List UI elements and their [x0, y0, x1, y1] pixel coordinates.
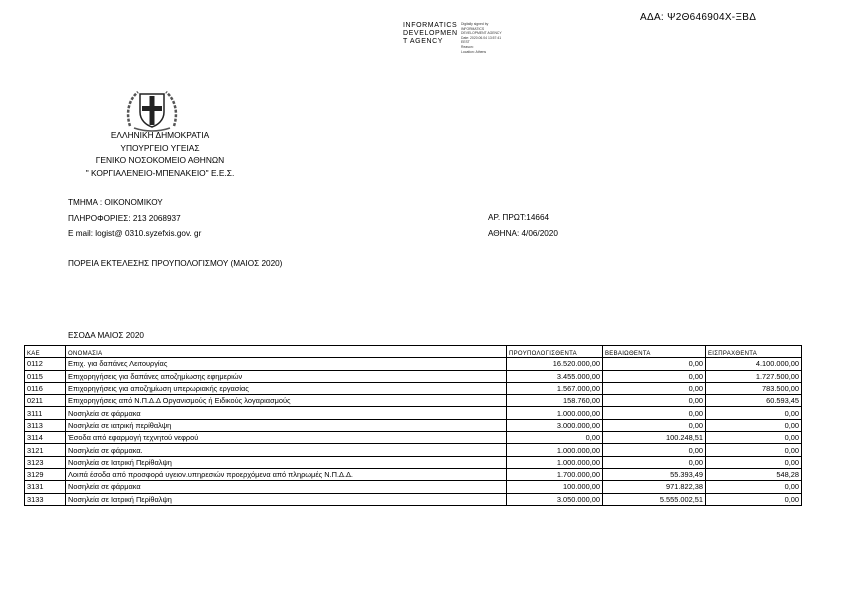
table-row — [25, 407, 802, 419]
cell-kae: 0211 — [25, 395, 66, 407]
cell-confirmed: 100.248,51 — [603, 432, 706, 444]
table-row — [25, 358, 802, 370]
cell-budgeted: 1.000.000,00 — [507, 456, 603, 468]
header-name: ΟΝΟΜΑΣΙΑ — [66, 346, 507, 358]
signature-details — [461, 22, 502, 54]
table-row — [25, 456, 802, 468]
cell-confirmed: 0,00 — [603, 358, 706, 370]
cell-name: Νοσηλεία σε ιατρική περίθαλψη — [66, 419, 507, 431]
cell-collected: 0,00 — [706, 407, 802, 419]
table-row — [25, 432, 802, 444]
cell-collected: 1.727.500,00 — [706, 370, 802, 382]
cell-name: Επιχ. για δαπάνες Λειτουργίας — [66, 358, 507, 370]
cell-name: Νοσηλεία σε Ιατρική Περίθαλψη — [66, 456, 507, 468]
header-collected: ΕΙΣΠΡΑΧΘΕΝΤΑ — [706, 346, 802, 358]
cell-kae: 3123 — [25, 456, 66, 468]
cell-collected: 0,00 — [706, 444, 802, 456]
cell-budgeted: 1.000.000,00 — [507, 407, 603, 419]
cell-kae: 0116 — [25, 382, 66, 394]
cell-collected: 783.500,00 — [706, 382, 802, 394]
cell-collected: 0,00 — [706, 456, 802, 468]
header-line: ΕΛΛΗΝΙΚΗ ΔΗΜΟΚΡΑΤΙΑ — [110, 130, 210, 140]
cell-confirmed: 0,00 — [603, 456, 706, 468]
signature-detail-line: Location: Athens — [461, 49, 487, 54]
table-row — [25, 444, 802, 456]
cell-kae: 3133 — [25, 493, 66, 505]
revenue-table — [24, 345, 802, 506]
header-line: ΥΠΟΥΡΓΕΙΟ ΥΓΕΙΑΣ — [120, 142, 200, 153]
cell-confirmed: 55.393,49 — [603, 468, 706, 480]
watermark-line: T AGENCY — [403, 38, 444, 45]
table-row — [25, 493, 802, 505]
cell-collected: 4.100.000,00 — [706, 358, 802, 370]
table-row — [25, 382, 802, 394]
header-budgeted: ΠΡΟΥΠΟΛΟΓΙΣΘΕΝΤΑ — [507, 346, 603, 358]
cell-name: Επιχορηγήσεις για αποζημίωση υπερωριακής εργασίας — [66, 382, 507, 394]
cell-confirmed: 0,00 — [603, 444, 706, 456]
cell-kae: 3129 — [25, 468, 66, 480]
header-line: ΓΕΝΙΚΟ ΝΟΣΟΚΟΜΕΙΟ ΑΘΗΝΩΝ — [95, 155, 225, 165]
table-row — [25, 419, 802, 431]
header-confirmed: ΒΕΒΑΙΩΘΕΝΤΑ — [603, 346, 706, 358]
cell-confirmed: 0,00 — [603, 407, 706, 419]
cell-collected: 60.593,45 — [706, 395, 802, 407]
cell-collected: 0,00 — [706, 419, 802, 431]
phone-line: ΠΛΗΡΟΦΟΡΙΕΣ: 213 2068937 — [68, 213, 181, 223]
cell-confirmed: 5.555.002,51 — [603, 493, 706, 505]
cell-kae: 3131 — [25, 481, 66, 493]
cell-budgeted: 1.700.000,00 — [507, 468, 603, 480]
cell-budgeted: 100.000,00 — [507, 481, 603, 493]
cell-kae: 3113 — [25, 419, 66, 431]
protocol-number: ΑΡ. ΠΡΩΤ:14664 — [488, 213, 550, 222]
table-row — [25, 468, 802, 480]
cell-budgeted: 3.050.000,00 — [507, 493, 603, 505]
cell-name: Έσοδα από εφαρμογή τεχνητού νεφρού — [66, 432, 507, 444]
signature-detail-line: DEVELOPMENT AGENCY — [461, 31, 502, 36]
cell-budgeted: 0,00 — [507, 432, 603, 444]
protocol-info — [488, 210, 558, 241]
ada-code: ΑΔΑ: Ψ2Θ646904Χ-ΞΒΔ — [640, 12, 757, 23]
department-info — [68, 195, 201, 242]
cell-collected: 0,00 — [706, 432, 802, 444]
cell-kae: 0115 — [25, 370, 66, 382]
signature-detail-line: Digitally signed by — [461, 22, 489, 26]
cell-confirmed: 0,00 — [603, 370, 706, 382]
cell-name: Νοσηλεία σε φάρμακα. — [66, 444, 507, 456]
cell-collected: 0,00 — [706, 481, 802, 493]
table-row — [25, 395, 802, 407]
signature-detail-line: Date: 2020.06.04 13:57:41 — [461, 35, 502, 40]
cell-budgeted: 3.000.000,00 — [507, 419, 603, 431]
table-title: ΕΣΟΔΑ ΜΑΙΟΣ 2020 — [68, 331, 144, 340]
cell-budgeted: 3.455.000,00 — [507, 370, 603, 382]
cell-kae: 0112 — [25, 358, 66, 370]
email-line: E mail: logist@ 0310.syzefxis.gov. gr — [68, 229, 202, 238]
table-row — [25, 481, 802, 493]
signature-detail-line: Reason: — [461, 44, 474, 49]
signature-watermark — [403, 22, 458, 46]
cell-confirmed: 0,00 — [603, 395, 706, 407]
header-line: " ΚΟΡΓΙΑΛΕΝΕΙΟ-ΜΠΕΝΑΚΕΙΟ" Ε.Ε.Σ. — [85, 167, 235, 178]
cell-kae: 3114 — [25, 432, 66, 444]
signature-detail-line: INFORMATICS — [461, 26, 485, 31]
table-header-row — [25, 346, 802, 358]
cell-kae: 3111 — [25, 407, 66, 419]
table-row — [25, 370, 802, 382]
document-title: ΠΟΡΕΙΑ ΕΚΤΕΛΕΣΗΣ ΠΡΟΥΠΟΛΟΓΙΣΜΟΥ (ΜΑΙΟΣ 2020) — [68, 259, 283, 268]
cell-name: Νοσηλεία σε φάρμακα — [66, 481, 507, 493]
signature-detail-line: EEST — [461, 40, 470, 45]
cell-name: Λοιπά έσοδα από προσφορά υγειον.υπηρεσιών προερχόμενα από πληρωμές Ν.Π.Δ.Δ. — [66, 468, 507, 480]
cell-confirmed: 0,00 — [603, 419, 706, 431]
header-kae: ΚΑΕ — [25, 346, 66, 358]
cell-kae: 3121 — [25, 444, 66, 456]
cell-name: Νοσηλεία σε φάρμακα — [66, 407, 507, 419]
watermark-line: INFORMATICS — [403, 22, 458, 29]
cell-budgeted: 16.520.000,00 — [507, 358, 603, 370]
cell-confirmed: 971.822,38 — [603, 481, 706, 493]
cell-collected: 548,28 — [706, 468, 802, 480]
cell-budgeted: 158.760,00 — [507, 395, 603, 407]
cell-name: Επιχορηγήσεις για δαπάνες αποζημίωσης εφημεριών — [66, 370, 507, 382]
department-line: ΤΜΗΜΑ : ΟΙΚΟΝΟΜΙΚΟΥ — [68, 198, 163, 207]
cell-budgeted: 1.000.000,00 — [507, 444, 603, 456]
cell-collected: 0,00 — [706, 493, 802, 505]
cell-confirmed: 0,00 — [603, 382, 706, 394]
document-date: ΑΘΗΝΑ: 4/06/2020 — [488, 228, 558, 238]
cell-name: Επιχορηγήσεις από Ν.Π.Δ.Δ Οργανισμούς ή Ειδικούς λογαριασμούς — [66, 395, 507, 407]
watermark-line: DEVELOPMEN — [403, 30, 458, 37]
cell-budgeted: 1.567.000,00 — [507, 382, 603, 394]
cell-name: Νοσηλεία σε Ιατρική Περίθαλψη — [66, 493, 507, 505]
organization-header — [60, 129, 260, 179]
greek-emblem-icon — [124, 86, 180, 132]
